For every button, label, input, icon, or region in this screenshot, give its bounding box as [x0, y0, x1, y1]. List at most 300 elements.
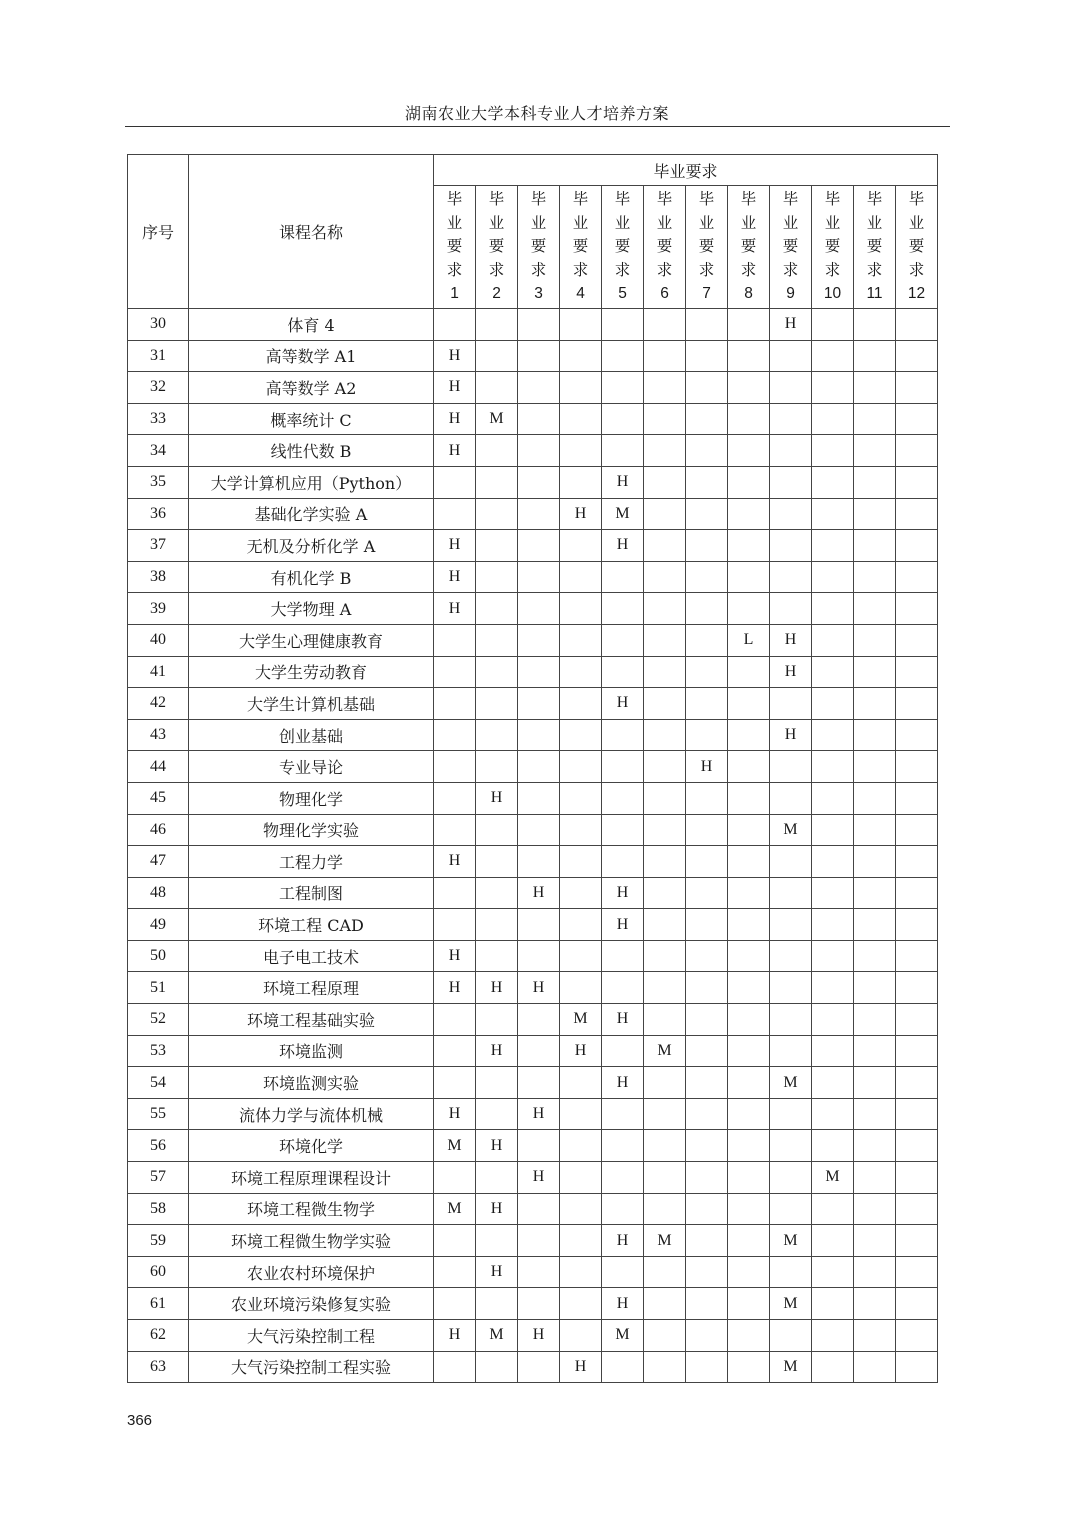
requirement-header-char: 要: [782, 237, 799, 256]
requirement-level-cell: [476, 877, 518, 909]
requirement-level-cell: [560, 1320, 602, 1352]
requirement-level-cell: H: [602, 1288, 644, 1320]
requirement-level-cell: H: [560, 1351, 602, 1383]
requirement-header-char: 业: [908, 213, 925, 232]
requirement-level-cell: [644, 909, 686, 941]
course-name-cell: 环境化学: [189, 1130, 434, 1162]
table-row: [128, 751, 938, 783]
requirement-level-cell: [602, 435, 644, 467]
requirement-level-cell: [854, 498, 896, 530]
requirement-level-cell: [518, 403, 560, 435]
requirement-header-char: 毕: [698, 190, 715, 209]
requirement-level-cell: [896, 372, 938, 404]
requirement-level-cell: [476, 498, 518, 530]
course-name-cell: 工程制图: [189, 877, 434, 909]
requirement-level-cell: H: [560, 1035, 602, 1067]
requirement-level-cell: [560, 466, 602, 498]
requirement-level-cell: [896, 656, 938, 688]
requirement-header-char: 毕: [740, 190, 757, 209]
requirement-level-cell: [476, 372, 518, 404]
requirement-level-cell: [518, 593, 560, 625]
requirement-level-cell: [560, 340, 602, 372]
course-name-cell: 有机化学 B: [189, 561, 434, 593]
requirement-level-cell: [812, 814, 854, 846]
requirement-level-cell: [770, 435, 812, 467]
requirement-level-cell: H: [434, 340, 476, 372]
requirement-level-cell: [896, 1035, 938, 1067]
requirement-level-cell: [770, 972, 812, 1004]
requirement-header-char: 要: [824, 237, 841, 256]
requirement-level-cell: [728, 1288, 770, 1320]
requirement-level-cell: [896, 340, 938, 372]
requirement-level-cell: [434, 656, 476, 688]
requirement-header-char: 业: [866, 213, 883, 232]
requirement-level-cell: [770, 466, 812, 498]
requirement-level-cell: [728, 403, 770, 435]
requirement-level-cell: [686, 340, 728, 372]
requirement-level-cell: [518, 719, 560, 751]
requirement-level-cell: H: [518, 1162, 560, 1194]
requirement-level-cell: [854, 846, 896, 878]
requirement-level-cell: [728, 782, 770, 814]
requirement-header-number: 4: [576, 285, 585, 303]
requirement-header-char: 毕: [572, 190, 589, 209]
requirement-header-char: 求: [866, 260, 883, 279]
requirement-level-cell: [518, 688, 560, 720]
requirement-level-cell: [854, 656, 896, 688]
table-row: [128, 688, 938, 720]
table-row: [128, 435, 938, 467]
table-row: [128, 530, 938, 562]
requirement-level-cell: [896, 1225, 938, 1257]
course-name-cell: 物理化学: [189, 782, 434, 814]
table-row: [128, 1004, 938, 1036]
requirement-level-cell: L: [728, 624, 770, 656]
requirement-level-cell: [770, 1256, 812, 1288]
requirement-level-cell: [602, 1256, 644, 1288]
requirement-level-cell: [896, 309, 938, 341]
row-number-cell: 39: [128, 593, 189, 625]
requirement-level-cell: [560, 940, 602, 972]
requirement-level-cell: [896, 751, 938, 783]
requirement-level-cell: [434, 1067, 476, 1099]
course-name-cell: 环境工程原理课程设计: [189, 1162, 434, 1194]
requirement-level-cell: [560, 972, 602, 1004]
requirement-header-char: 毕: [866, 190, 883, 209]
requirement-level-cell: [770, 403, 812, 435]
requirement-level-cell: [854, 719, 896, 751]
requirement-header-char: 要: [446, 237, 463, 256]
requirement-level-cell: [896, 877, 938, 909]
requirement-level-cell: [728, 972, 770, 1004]
requirement-level-cell: [602, 1351, 644, 1383]
requirement-level-cell: H: [434, 593, 476, 625]
table-row: [128, 1193, 938, 1225]
row-number-cell: 45: [128, 782, 189, 814]
requirement-level-cell: [854, 403, 896, 435]
requirement-level-cell: [728, 1193, 770, 1225]
requirement-level-cell: [686, 814, 728, 846]
requirement-level-cell: [602, 656, 644, 688]
requirement-level-cell: [602, 972, 644, 1004]
table-row: [128, 909, 938, 941]
table-row: [128, 561, 938, 593]
requirement-level-cell: [770, 940, 812, 972]
requirement-level-cell: [854, 782, 896, 814]
requirement-level-cell: [770, 877, 812, 909]
requirement-header-char: 业: [614, 213, 631, 232]
course-name-cell: 大学生计算机基础: [189, 688, 434, 720]
row-number-cell: 61: [128, 1288, 189, 1320]
requirement-level-cell: [602, 309, 644, 341]
requirement-level-cell: [896, 466, 938, 498]
requirement-level-cell: [686, 1035, 728, 1067]
table-row: [128, 1351, 938, 1383]
requirement-level-cell: [476, 1004, 518, 1036]
requirement-header-char: 业: [740, 213, 757, 232]
requirement-level-cell: [896, 782, 938, 814]
requirement-header-char: 要: [572, 237, 589, 256]
requirement-level-cell: [896, 972, 938, 1004]
requirement-level-cell: [560, 624, 602, 656]
requirement-level-cell: [476, 656, 518, 688]
requirement-level-cell: [476, 1288, 518, 1320]
row-number-cell: 53: [128, 1035, 189, 1067]
requirement-level-cell: [434, 309, 476, 341]
requirement-level-cell: [812, 656, 854, 688]
requirement-level-cell: [728, 498, 770, 530]
requirement-header-char: 求: [572, 260, 589, 279]
requirement-level-cell: [854, 1098, 896, 1130]
requirement-level-cell: [518, 751, 560, 783]
requirement-level-cell: [686, 972, 728, 1004]
requirement-level-cell: [686, 877, 728, 909]
requirement-level-cell: [812, 466, 854, 498]
requirement-level-cell: [854, 1193, 896, 1225]
requirement-header-char: 业: [530, 213, 547, 232]
requirement-level-cell: [770, 782, 812, 814]
requirement-level-cell: [476, 940, 518, 972]
requirement-level-cell: [728, 940, 770, 972]
requirement-level-cell: [644, 466, 686, 498]
row-number-cell: 32: [128, 372, 189, 404]
table-row: [128, 466, 938, 498]
requirement-level-cell: [518, 814, 560, 846]
requirement-level-cell: H: [770, 656, 812, 688]
requirement-level-cell: [560, 372, 602, 404]
requirement-level-cell: [560, 1225, 602, 1257]
requirement-level-cell: [686, 846, 728, 878]
course-name-cell: 环境工程 CAD: [189, 909, 434, 941]
requirement-level-cell: [812, 751, 854, 783]
requirement-header-number: 6: [660, 285, 669, 303]
requirement-level-cell: [434, 1162, 476, 1194]
requirement-level-cell: M: [770, 1288, 812, 1320]
requirement-level-cell: [686, 593, 728, 625]
requirement-level-cell: H: [434, 940, 476, 972]
requirement-level-cell: [560, 403, 602, 435]
requirement-level-cell: [644, 1098, 686, 1130]
requirement-level-cell: [812, 309, 854, 341]
row-number-cell: 34: [128, 435, 189, 467]
row-number-cell: 50: [128, 940, 189, 972]
requirement-level-cell: [434, 1288, 476, 1320]
requirement-header-char: 业: [446, 213, 463, 232]
requirement-level-cell: [728, 372, 770, 404]
requirement-level-cell: [518, 1256, 560, 1288]
requirement-level-cell: [812, 435, 854, 467]
requirement-header-char: 要: [656, 237, 673, 256]
requirement-level-cell: [434, 1225, 476, 1257]
requirement-level-cell: [854, 1225, 896, 1257]
requirement-header-char: 毕: [446, 190, 463, 209]
requirement-level-cell: H: [602, 1225, 644, 1257]
requirement-level-cell: [896, 435, 938, 467]
requirement-level-cell: [560, 435, 602, 467]
requirement-level-cell: [560, 719, 602, 751]
requirement-header-number: 2: [492, 285, 501, 303]
requirement-level-cell: [728, 466, 770, 498]
table-row: [128, 1225, 938, 1257]
requirement-header-char: 求: [740, 260, 757, 279]
requirement-level-cell: [602, 403, 644, 435]
row-number-cell: 62: [128, 1320, 189, 1352]
requirement-level-cell: H: [518, 877, 560, 909]
course-name-cell: 创业基础: [189, 719, 434, 751]
requirement-level-cell: [728, 1256, 770, 1288]
requirement-level-cell: [602, 1130, 644, 1162]
course-name-cell: 农业农村环境保护: [189, 1256, 434, 1288]
requirement-level-cell: H: [518, 1098, 560, 1130]
requirement-level-cell: [728, 1098, 770, 1130]
requirement-level-cell: [518, 909, 560, 941]
column-header-requirement: [770, 186, 812, 309]
requirement-level-cell: H: [602, 530, 644, 562]
requirement-level-cell: [812, 1320, 854, 1352]
requirement-level-cell: [896, 1256, 938, 1288]
requirement-level-cell: H: [602, 688, 644, 720]
requirement-level-cell: [518, 940, 560, 972]
requirement-header-number: 9: [786, 285, 795, 303]
requirement-level-cell: [770, 561, 812, 593]
requirement-level-cell: [476, 530, 518, 562]
requirement-level-cell: H: [434, 530, 476, 562]
requirement-level-cell: [434, 624, 476, 656]
requirement-level-cell: [854, 1320, 896, 1352]
requirement-level-cell: [770, 498, 812, 530]
requirement-level-cell: [476, 814, 518, 846]
requirement-level-cell: M: [476, 403, 518, 435]
requirement-level-cell: [812, 877, 854, 909]
requirement-level-cell: [560, 1256, 602, 1288]
requirement-header-char: 毕: [488, 190, 505, 209]
requirement-level-cell: [602, 593, 644, 625]
requirement-level-cell: [854, 1256, 896, 1288]
requirement-level-cell: [770, 1320, 812, 1352]
requirement-level-cell: [644, 1351, 686, 1383]
requirement-level-cell: [644, 719, 686, 751]
requirement-level-cell: [770, 846, 812, 878]
requirement-level-cell: [560, 1288, 602, 1320]
requirement-level-cell: M: [770, 1067, 812, 1099]
requirement-header-char: 求: [446, 260, 463, 279]
requirement-header-char: 要: [740, 237, 757, 256]
requirement-level-cell: [812, 972, 854, 1004]
requirement-level-cell: H: [434, 561, 476, 593]
requirement-level-cell: [854, 624, 896, 656]
requirement-level-cell: H: [602, 466, 644, 498]
requirement-level-cell: [560, 561, 602, 593]
requirement-level-cell: [560, 814, 602, 846]
requirement-level-cell: [854, 877, 896, 909]
header-divider: [125, 126, 950, 127]
requirement-level-cell: [812, 1004, 854, 1036]
requirement-level-cell: [728, 656, 770, 688]
requirement-level-cell: [518, 1193, 560, 1225]
requirement-level-cell: [602, 719, 644, 751]
requirement-level-cell: [644, 372, 686, 404]
requirement-level-cell: [602, 1035, 644, 1067]
course-name-cell: 大学生心理健康教育: [189, 624, 434, 656]
requirement-level-cell: [728, 1225, 770, 1257]
requirement-level-cell: [686, 1193, 728, 1225]
row-number-cell: 60: [128, 1256, 189, 1288]
requirement-level-cell: [854, 688, 896, 720]
requirement-level-cell: [686, 1098, 728, 1130]
requirement-level-cell: [686, 1067, 728, 1099]
requirement-level-cell: [686, 719, 728, 751]
requirement-level-cell: H: [434, 372, 476, 404]
requirement-level-cell: [644, 782, 686, 814]
requirement-level-cell: [518, 1288, 560, 1320]
requirement-level-cell: [518, 530, 560, 562]
requirement-level-cell: [644, 435, 686, 467]
requirement-level-cell: [560, 782, 602, 814]
row-number-cell: 51: [128, 972, 189, 1004]
column-header-course-name: 课程名称: [189, 155, 434, 309]
requirement-level-cell: [812, 1288, 854, 1320]
page-header-title: 湖南农业大学本科专业人才培养方案: [404, 104, 669, 123]
row-number-cell: 40: [128, 624, 189, 656]
course-name-cell: 电子电工技术: [189, 940, 434, 972]
requirement-level-cell: H: [560, 498, 602, 530]
table-row: [128, 1256, 938, 1288]
requirement-level-cell: [434, 909, 476, 941]
column-header-no: 序号: [128, 155, 189, 309]
requirement-level-cell: [476, 1351, 518, 1383]
requirement-level-cell: H: [602, 1004, 644, 1036]
requirement-level-cell: [896, 719, 938, 751]
column-group-header-requirements: 毕业要求: [434, 155, 938, 186]
table-row: [128, 846, 938, 878]
course-name-cell: 大学计算机应用（Python）: [189, 466, 434, 498]
requirement-level-cell: [644, 498, 686, 530]
requirement-level-cell: [896, 498, 938, 530]
requirement-level-cell: [770, 1098, 812, 1130]
course-name-cell: 无机及分析化学 A: [189, 530, 434, 562]
course-name-cell: 专业导论: [189, 751, 434, 783]
requirement-level-cell: H: [770, 624, 812, 656]
requirement-level-cell: [896, 1193, 938, 1225]
requirement-level-cell: [854, 1351, 896, 1383]
course-name-cell: 大学生劳动教育: [189, 656, 434, 688]
row-number-cell: 33: [128, 403, 189, 435]
requirement-level-cell: M: [434, 1130, 476, 1162]
requirement-level-cell: [812, 561, 854, 593]
table-row: [128, 593, 938, 625]
requirement-level-cell: [770, 372, 812, 404]
requirement-level-cell: [560, 688, 602, 720]
requirement-level-cell: [560, 1193, 602, 1225]
requirement-level-cell: [644, 656, 686, 688]
requirement-level-cell: [644, 530, 686, 562]
requirement-level-cell: [770, 751, 812, 783]
requirement-level-cell: [812, 1256, 854, 1288]
course-name-cell: 线性代数 B: [189, 435, 434, 467]
requirement-level-cell: [686, 466, 728, 498]
requirement-level-cell: [644, 751, 686, 783]
requirement-level-cell: M: [434, 1193, 476, 1225]
table-row: [128, 877, 938, 909]
row-number-cell: 58: [128, 1193, 189, 1225]
requirement-level-cell: [476, 593, 518, 625]
requirement-header-number: 11: [866, 285, 883, 303]
requirement-level-cell: [476, 909, 518, 941]
requirement-level-cell: [896, 814, 938, 846]
course-name-cell: 高等数学 A2: [189, 372, 434, 404]
requirement-level-cell: H: [476, 1193, 518, 1225]
requirement-level-cell: [686, 530, 728, 562]
requirement-level-cell: [644, 403, 686, 435]
requirement-level-cell: H: [476, 1130, 518, 1162]
requirement-level-cell: [686, 656, 728, 688]
requirement-level-cell: [644, 814, 686, 846]
requirement-level-cell: [518, 1004, 560, 1036]
requirement-level-cell: [518, 435, 560, 467]
requirement-level-cell: [518, 1067, 560, 1099]
requirement-level-cell: [602, 340, 644, 372]
requirement-level-cell: [686, 1004, 728, 1036]
row-number-cell: 41: [128, 656, 189, 688]
column-header-requirement: [518, 186, 560, 309]
requirement-level-cell: [812, 719, 854, 751]
requirement-level-cell: [518, 782, 560, 814]
requirement-level-cell: [476, 751, 518, 783]
requirement-level-cell: [686, 561, 728, 593]
requirement-level-cell: [686, 782, 728, 814]
requirement-level-cell: [686, 1130, 728, 1162]
requirement-level-cell: [476, 846, 518, 878]
table-row: [128, 1288, 938, 1320]
requirement-level-cell: [518, 1035, 560, 1067]
requirement-level-cell: [602, 1162, 644, 1194]
requirement-level-cell: [644, 940, 686, 972]
requirement-level-cell: [896, 909, 938, 941]
requirement-level-cell: H: [602, 909, 644, 941]
requirement-level-cell: [434, 814, 476, 846]
requirement-header-char: 业: [572, 213, 589, 232]
requirement-level-cell: [434, 719, 476, 751]
requirement-header-char: 求: [698, 260, 715, 279]
requirement-level-cell: [686, 1288, 728, 1320]
requirement-level-cell: [686, 624, 728, 656]
requirement-level-cell: [770, 340, 812, 372]
requirement-level-cell: H: [770, 719, 812, 751]
requirement-header-char: 求: [530, 260, 547, 279]
requirement-level-cell: [434, 466, 476, 498]
requirement-header-number: 10: [823, 285, 842, 303]
table-row: [128, 403, 938, 435]
